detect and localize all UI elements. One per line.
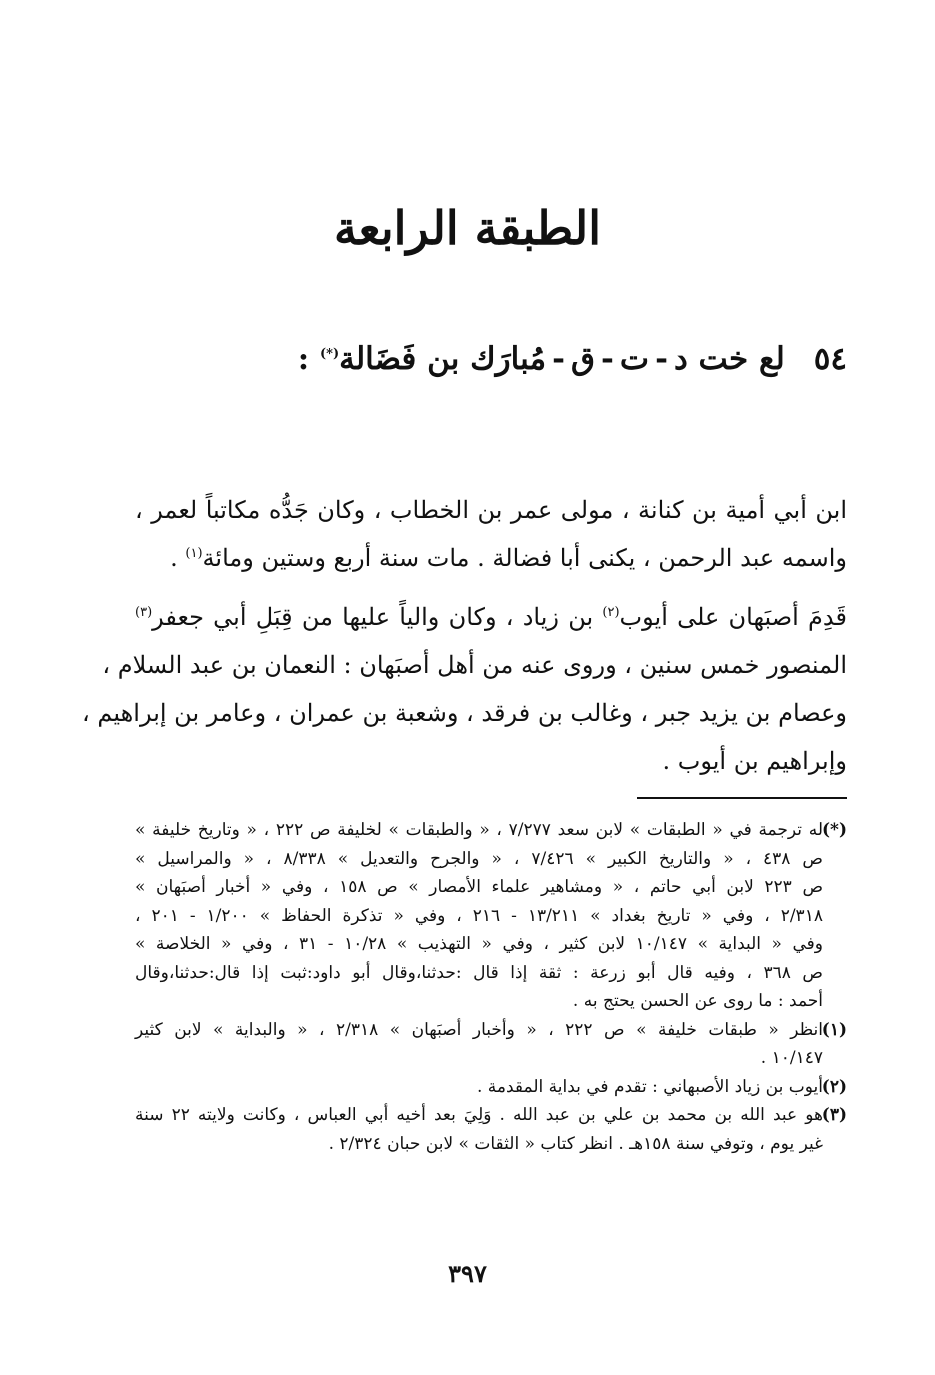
footnote-line: غير يوم ، وتوفي سنة ١٥٨هـ . انظر كتاب « الثقات » لابن حبان ٢/٣٢٤ .	[328, 1133, 823, 1154]
footnote-main	[135, 816, 847, 1016]
paragraph-isfahan	[82, 593, 847, 785]
entry-symbol: ﻟﻊ	[758, 341, 785, 377]
entry-heading	[67, 333, 847, 385]
paragraph-line: وعصام بن يزيد جبر ، وغالب بن فرقد ، وشعبة بن عمران ، وعامر بن إبراهيم ،	[82, 699, 847, 727]
paragraph-line: وإبراهيم بن أيوب .	[662, 747, 847, 775]
footnote-marker: (٣)	[821, 1105, 847, 1125]
paragraph-line	[135, 593, 847, 641]
entry-name: مُبارَك بن فَضَالة	[339, 341, 547, 377]
entry-colon: :	[297, 341, 310, 377]
footnote-marker: (٢)	[821, 1076, 847, 1097]
footnote-marker: (١)	[821, 1019, 847, 1040]
footnote-line: ص ٤٣٨ ، « والتاريخ الكبير » ٧/٤٢٦ ، « والجرح والتعديل » ٨/٣٣٨ ، « والمراسيل »	[135, 848, 823, 869]
footnote-marker: (*)	[822, 820, 847, 840]
paragraph-biography	[135, 486, 847, 582]
paragraph-text: بن زياد ، وكان والياً عليها من قِبَلِ أبي جعفر	[152, 603, 603, 631]
footnote-line: ١٠/١٤٧ .	[760, 1048, 823, 1068]
entry-siglum-2: ت	[619, 341, 650, 377]
footnote-line: وفي « البداية » ١٠/١٤٧ لابن كثير ، وفي « التهذيب » ١٠/٢٨ - ٣١ ، وفي « الخلاصة »	[135, 934, 823, 954]
footnote-line: له ترجمة في « الطبقات » لابن سعد ٧/٢٧٧ ، « والطبقات » لخليفة ص ٢٢٢ ، « وتاريخ خليفة »	[135, 820, 824, 840]
paragraph-text: قَدِمَ أصبَهان على أيوب	[619, 603, 847, 631]
footnote-3	[135, 1101, 847, 1158]
paragraph-text: واسمه عبد الرحمن ، يكنى أبا فضالة . مات سنة أربع وستين ومائة	[202, 544, 847, 572]
footnote-line: ص ٢٢٣ لابن أبي حاتم ، « ومشاهير علماء الأمصار » ص ١٥٨ ، وفي « أخبار أصبَهان »	[135, 877, 823, 897]
paragraph-line: المنصور خمس سنين ، وروى عنه من أهل أصبَهان : النعمان بن عبد السلام ،	[102, 651, 847, 679]
footnote-line: أيوب بن زياد الأصبهاني : تقدم في بداية المقدمة .	[476, 1076, 823, 1097]
footnote-ref-3: (٣)	[135, 605, 153, 620]
footnote-separator	[637, 797, 847, 799]
page-number: ٣٩٧	[448, 1259, 487, 1288]
footnote-ref-2: (٢)	[602, 605, 620, 620]
footnote-line: هو عبد الله بن محمد بن علي بن عبد الله . وَلِيَ بعد أخيه أبي العباس ، وكانت ولايته ٢٢ سنة	[135, 1105, 823, 1125]
footnotes	[135, 816, 847, 1158]
siglum-separator: -	[601, 341, 614, 377]
siglum-separator: -	[552, 341, 565, 377]
entry-siglum-3: ق	[570, 341, 595, 377]
siglum-separator: -	[655, 341, 668, 377]
entry-number: ٥٤	[813, 341, 847, 377]
footnote-line: أحمد : ما روى عن الحسن يحتج به .	[572, 991, 823, 1011]
entry-siglum-1: خت د	[673, 341, 749, 377]
paragraph-line: ابن أبي أمية بن كنانة ، مولى عمر بن الخطاب ، وكان جَدُّه مكاتباً لعمر ،	[135, 496, 847, 524]
footnote-line: ٢/٣١٨ ، وفي « تاريخ بغداد » ١٣/٢١١ - ٢١٦ ، وفي « تذكرة الحفاظ » ١/٢٠٠ - ٢٠١ ،	[135, 905, 823, 926]
footnote-line: ص ٣٦٨ ، وفيه قال أبو زرعة : ثقة إذا قال :حدثنا،وقال أبو داود:ثبت إذا قال:حدثنا،وقال	[135, 962, 823, 983]
footnote-ref-1: (١)	[185, 546, 203, 561]
footnote-1	[135, 1016, 847, 1073]
footnote-line: انظر « طبقات خليفة » ص ٢٢٢ ، « وأخبار أصبَهان » ٢/٣١٨ ، « والبداية » لابن كثير	[135, 1019, 824, 1040]
section-title: الطبقة الرابعة	[334, 201, 601, 255]
footnote-2	[135, 1073, 847, 1102]
entry-note-marker: (*)	[320, 346, 340, 362]
paragraph-line	[135, 534, 847, 582]
paragraph-text: .	[170, 544, 186, 572]
